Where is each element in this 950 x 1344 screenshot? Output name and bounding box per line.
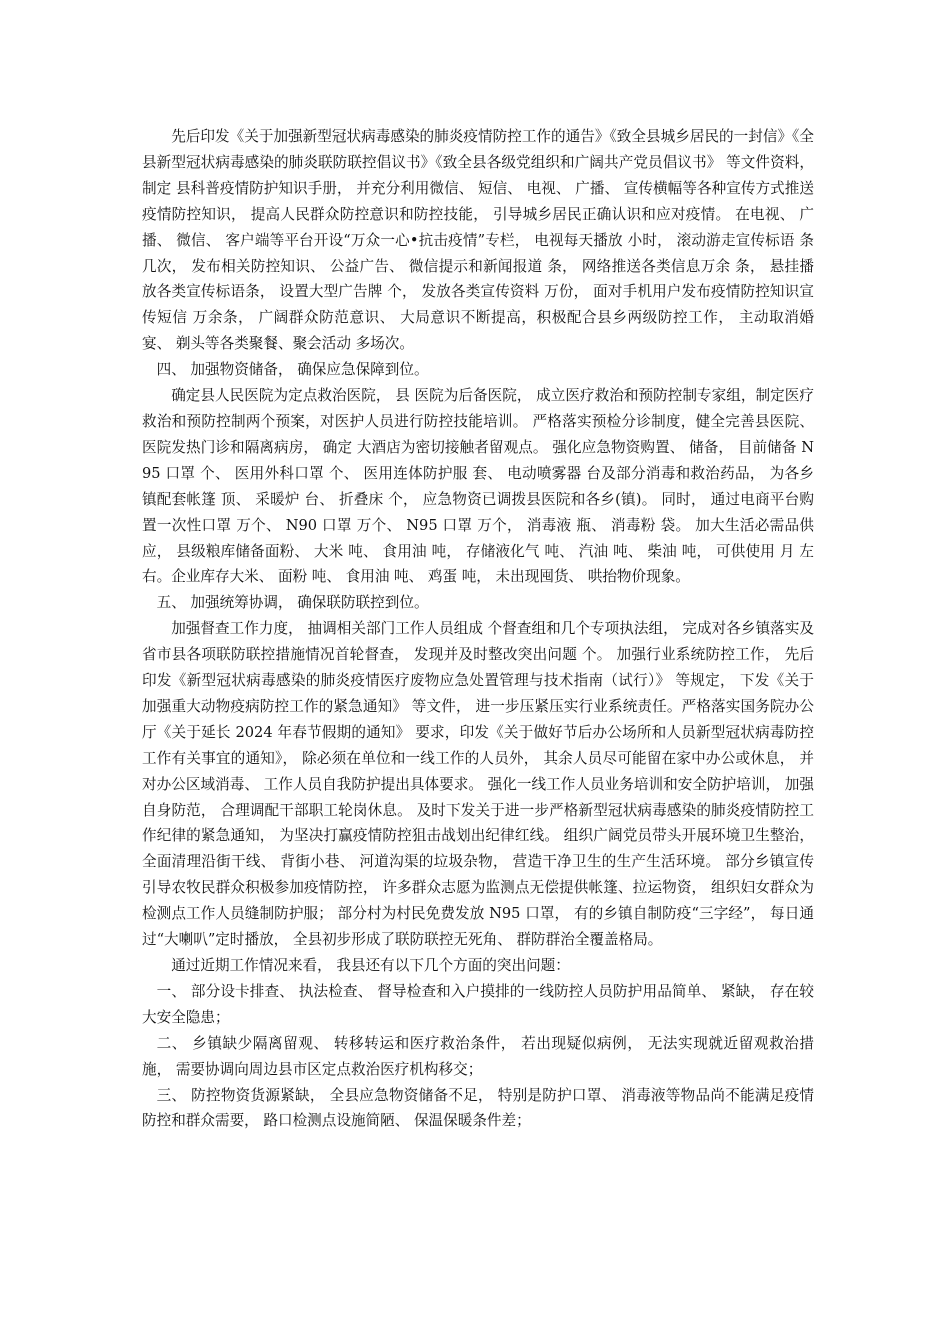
paragraph-supplies: 确定县人民医院为定点救治医院， 县 医院为后备医院， 成立医疗救治和预防控制专家组，制定医疗救治和预防控制两个预案，对医护人员进行防控技能培训。 严格落实预检分诊制度，健全完善县医院、 医院发热门诊和隔离病房， 确定 大酒店为密切接触者留观点。 强化应急物资购置、 储备， 目前储备 N95 口罩 个、 医用外科口罩 个、 医用连体防护服 套、 电动喷雾器 台及部分消毒和救治药品， 为各乡镇配套帐篷 顶、 采暖炉 台、 折叠床 个， 应急物资已调拨县医院和各乡(镇)。 同时， 通过电商平台购置一次性口罩 万个、 N90 口罩 万个、 N95 口罩 万个， 消毒液 瓶、 消毒粉 袋。 加大生活必需品供应， 县级粮库储备面粉、 大米 吨、 食用油 吨， 存储液化气 吨、 汽油 吨、 柴油 吨， 可供使用 月 左右。企业库存大米、 面粉 吨、 食用油 吨、 鸡蛋 吨， 未出现囤货、 哄抬物价现象。: [142, 387, 814, 586]
section-heading-four: 四、 加强物资储备， 确保应急保障到位。: [156, 361, 429, 379]
paragraph-publicity: 先后印发《关于加强新型冠状病毒感染的肺炎疫情防控工作的通告》《致全县城乡居民的一封信》《全县新型冠状病毒感染的肺炎联防联控倡议书》《致全县各级党组织和广阔共产党员倡议书》 等文件资料， 制定 县科普疫情防护知识手册， 并充分利用微信、 短信、 电视、 广播、 宣传横幅等各种宣传方式推送疫情防控知识， 提高人民群众防控意识和防控技能， 引导城乡居民正确认识和应对疫情。 在电视、 广播、 微信、 客户端等平台开设“万众一心•抗击疫情”专栏， 电视每天播放 小时， 滚动游走宣传标语 条几次， 发布相关防控知识、 公益广告、 微信提示和新闻报道 条， 网络推送各类信息万余 条， 悬挂播放各类宣传标语条， 设置大型广告牌 个， 发放各类宣传资料 万份， 面对手机用户发布疫情防控知识宣传短信 万余条， 广阔群众防范意识、 大局意识不断提高，积极配合县乡两级防控工作， 主动取消婚宴、 剃头等各类聚餐、聚会活动 多场次。: [142, 128, 814, 353]
paragraph-coordination: 加强督查工作力度， 抽调相关部门工作人员组成 个督查组和几个专项执法组， 完成对各乡镇落实及省市县各项联防联控措施情况首轮督查， 发现并及时整改突出问题 个。 加强行业系统防控工作， 先后印发《新型冠状病毒感染的肺炎疫情医疗废物应急处置管理与技术指南（试行）》 等规定， 下发《关于加强重大动物疫病防控工作的紧急通知》 等文件， 进一步压紧压实行业系统责任。严格落实国务院办公厅《关于延长 2024 年春节假期的通知》 要求，印发《关于做好节后办公场所和人员新型冠状病毒防控工作有关事宜的通知》， 除必须在单位和一线工作的人员外， 其余人员尽可能留在家中办公或休息， 并对办公区域消毒、 工作人员自我防护提出具体要求。 强化一线工作人员业务培训和安全防护培训， 加强自身防范， 合理调配干部职工轮岗休息。 及时下发关于进一步严格新型冠状病毒感染的肺炎疫情防控工作纪律的紧急通知， 为坚决打赢疫情防控狙击战划出纪律红线。 组织广阔党员带头开展环境卫生整治，全面清理沿街干线、 背街小巷、 河道沟渠的垃圾杂物， 营造干净卫生的生产生活环境。 部分乡镇宣传引导农牧民群众积极参加疫情防控， 许多群众志愿为监测点无偿提供帐篷、拉运物资， 组织妇女群众为检测点工作人员缝制防护服； 部分村为村民免费发放 N95 口罩， 有的乡镇自制防疫“三字经”， 每日通过“大喇叭”定时播放， 全县初步形成了联防联控无死角、 群防群治全覆盖格局。: [142, 620, 814, 949]
problem-item-one: 一、 部分设卡排查、 执法检查、 督导检查和入户摸排的一线防控人员防护用品简单、 紧缺， 存在较大安全隐患；: [142, 982, 814, 1026]
problem-item-three: 三、 防控物资货源紧缺， 全县应急物资储备不足， 特别是防护口罩、 消毒液等物品尚不能满足疫情防控和群众需要， 路口检测点设施简陋、 保温保暖条件差；: [142, 1086, 814, 1130]
problem-item-two: 二、 乡镇缺少隔离留观、 转移转运和医疗救治条件， 若出现疑似病例， 无法实现就近留观救治措施， 需要协调向周边县市区定点救治医疗机构移交；: [142, 1034, 814, 1078]
section-heading-five: 五、 加强统筹协调， 确保联防联控到位。: [156, 594, 429, 612]
document-body: [142, 124, 814, 1134]
paragraph-problems-intro: 通过近期工作情况来看， 我县还有以下几个方面的突出问题：: [171, 957, 570, 974]
